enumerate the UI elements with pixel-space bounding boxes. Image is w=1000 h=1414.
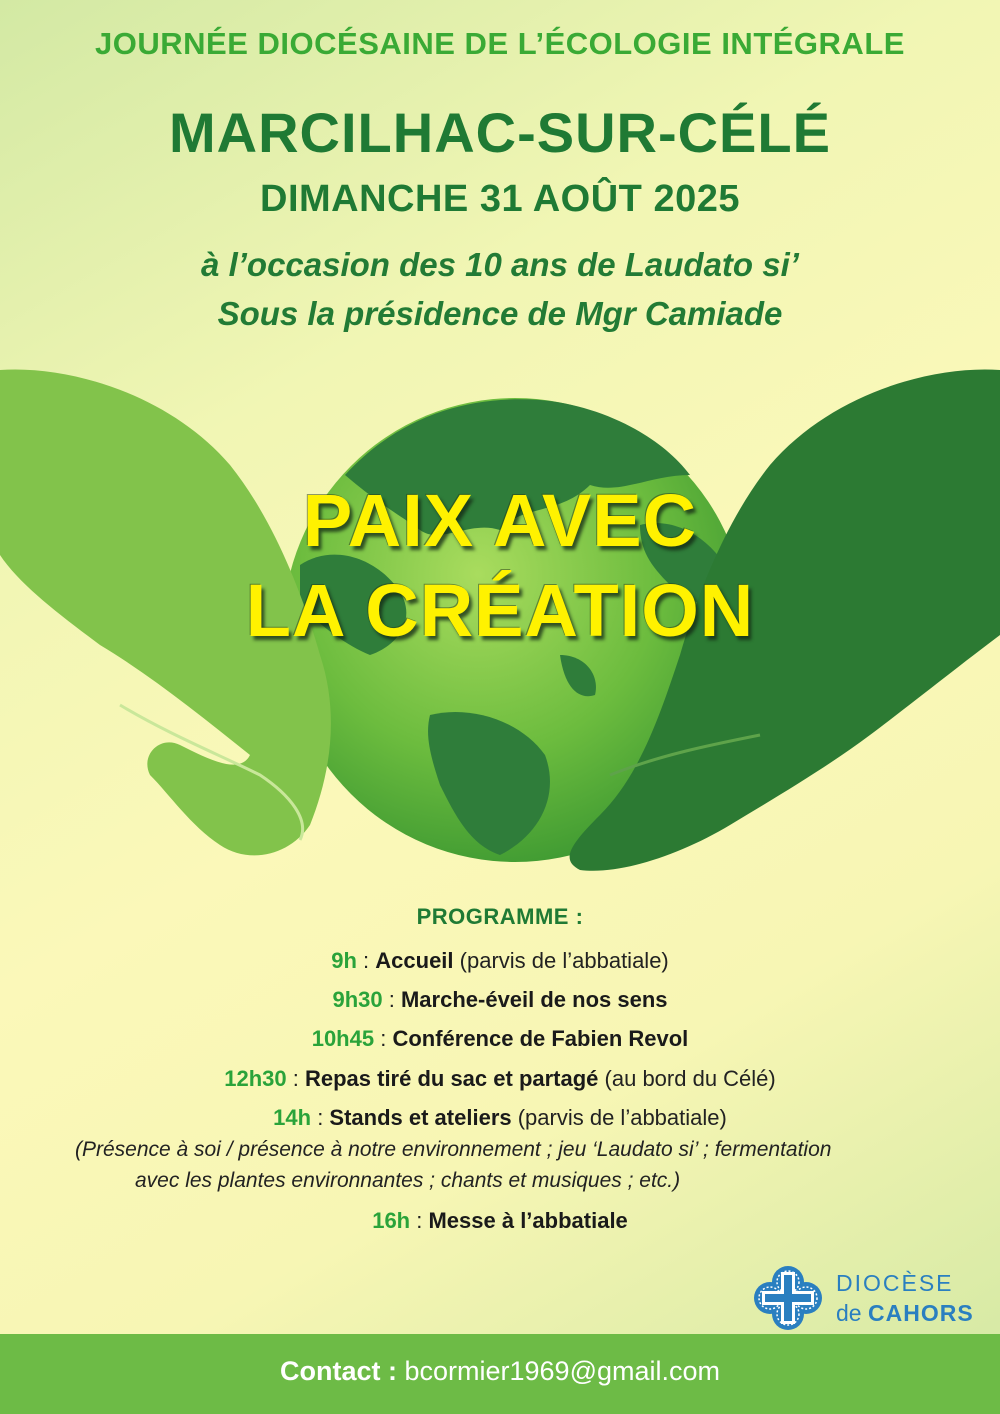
event-occasion: à l’occasion des 10 ans de Laudato si’ [201, 246, 799, 283]
programme-item [0, 1105, 1000, 1131]
diocese-logo [748, 1262, 988, 1334]
diocese-prefix: de [836, 1300, 868, 1326]
programme-item [0, 948, 1000, 974]
programme-time: 14h [273, 1105, 312, 1130]
programme-separator: : [374, 1026, 393, 1051]
contact-footer [0, 1334, 1000, 1414]
contact-line [0, 1356, 1000, 1387]
programme-separator: : [356, 948, 376, 973]
programme-item [0, 1066, 1000, 1092]
programme-time: 12h30 [224, 1066, 287, 1091]
programme-detail: (parvis de l’abbatiale) [453, 948, 669, 973]
event-kicker: JOURNÉE DIOCÉSAINE DE L’ÉCOLOGIE INTÉGRALE [95, 26, 905, 61]
diocese-label: DIOCÈSE [836, 1270, 954, 1296]
programme-item [0, 1208, 1000, 1234]
workshop-note-line-1: (Présence à soi / présence à notre environnement ; jeu ‘Laudato si’ ; fermentation [75, 1138, 832, 1161]
programme-activity: Repas tiré du sac et partagé [304, 1066, 599, 1091]
programme-activity: Messe à l’abbatiale [428, 1208, 628, 1233]
programme-activity: Conférence de Fabien Revol [392, 1026, 689, 1051]
programme-separator: : [286, 1066, 305, 1091]
programme-activity: Stands et ateliers [329, 1105, 512, 1130]
programme-title: PROGRAMME : [416, 904, 584, 929]
event-date: DIMANCHE 31 AOÛT 2025 [260, 178, 740, 220]
diocese-name: CAHORS [867, 1300, 974, 1326]
programme-activity: Marche-éveil de nos sens [400, 987, 668, 1012]
programme-time: 16h [372, 1208, 411, 1233]
workshop-note-line-2: avec les plantes environnantes ; chants et musiques ; etc.) [135, 1169, 681, 1192]
programme-detail: (parvis de l’abbatiale) [511, 1105, 727, 1130]
programme-item [0, 987, 1000, 1013]
programme-time: 9h [331, 948, 357, 973]
event-place: MARCILHAC-SUR-CÉLÉ [169, 101, 831, 164]
programme-separator: : [410, 1208, 429, 1233]
programme-time: 10h45 [311, 1026, 375, 1051]
programme-separator: : [382, 987, 401, 1012]
cross-emblem-icon [748, 1262, 828, 1334]
programme-detail: (au bord du Célé) [598, 1066, 776, 1091]
diocese-logo-text [836, 1268, 974, 1328]
headline-line-1: PAIX AVEC [302, 479, 698, 562]
programme-separator: : [311, 1105, 330, 1130]
contact-label: Contact : [279, 1356, 397, 1386]
programme-time: 9h30 [332, 987, 383, 1012]
headline-line-2: LA CRÉATION [245, 569, 755, 652]
programme-activity: Accueil [375, 948, 454, 973]
programme-item [0, 1026, 1000, 1052]
event-presidency: Sous la présidence de Mgr Camiade [217, 295, 783, 332]
contact-email[interactable]: bcormier1969@gmail.com [404, 1356, 721, 1386]
